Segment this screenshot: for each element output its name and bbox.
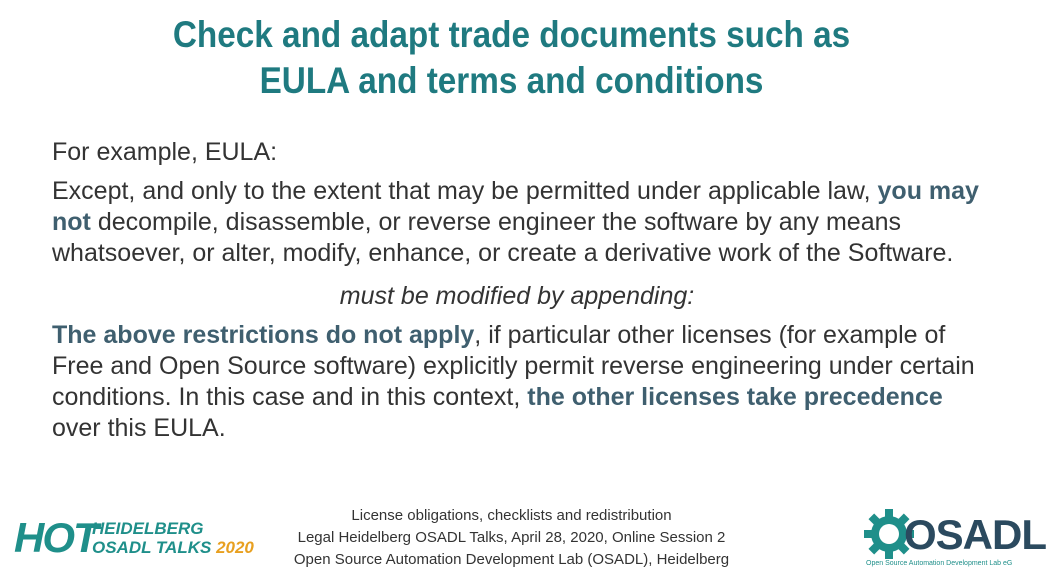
eula-text-2: decompile, disassemble, or reverse engineer the software by any means whatsoever, or alter, modify, enhance, or create a derivative work of the Software. [52,208,954,267]
hot-logo-year: 2020 [216,538,254,557]
title-line-2: EULA and terms and conditions [259,60,764,101]
footer-line-1: License obligations, checklists and redistribution [351,507,672,524]
footer-line-2: Legal Heidelberg OSADL Talks, April 28, 2020, Online Session 2 [297,529,726,546]
hot-logo [14,514,254,561]
addition-text-1: , if particular other licenses (for example of Free and Open Source software) explicitly permit reverse engineering under certain conditions. In this case and in this context, [52,321,975,411]
hot-logo-line-1: HEIDELBERG [92,519,204,538]
addition-emphasis-2: the other licenses take precedence [527,383,943,411]
eula-emphasis: you may not [52,177,979,236]
osadl-logo-text: OSADL [904,511,1046,558]
eula-paragraph [52,176,982,269]
footer-line-3: Open Source Automation Development Lab (OSADL), Heidelberg [293,551,730,568]
slide-title [51,12,972,104]
osadl-logo [862,507,1046,571]
addition-text-2: over this EULA. [52,414,226,442]
addition-paragraph [52,320,982,444]
osadl-logo-subtitle: Open Source Automation Development Lab eG [866,560,1013,567]
hot-logo-mark: HOT [14,514,97,561]
addition-emphasis-1: The above restrictions do not apply [52,321,475,349]
middle-note: must be modified by appending: [339,282,695,310]
title-line-1: Check and adapt trade documents such as [172,14,851,55]
hot-logo-talks: OSADL TALKS [92,538,212,557]
eula-text-1: Except, and only to the extent that may be permitted under applicable law, [52,177,878,205]
intro-text: For example, EULA: [52,138,278,166]
hot-logo-line-2 [92,539,254,557]
slide-content [52,137,982,444]
